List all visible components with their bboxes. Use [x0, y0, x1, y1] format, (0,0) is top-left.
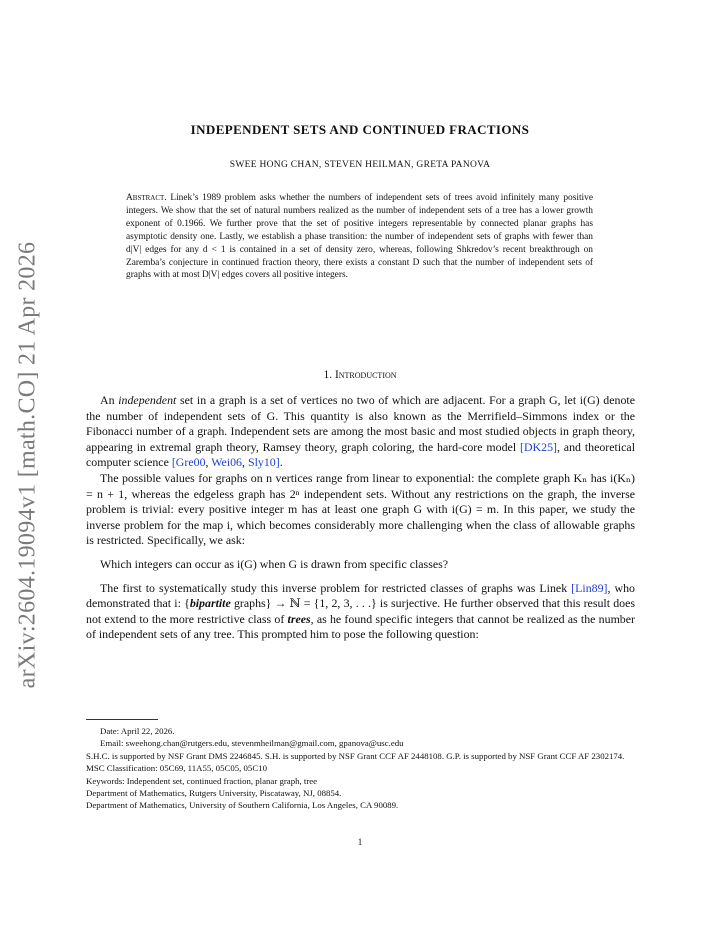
footnote-keywords: Keywords: Independent set, continued fraction, planar graph, tree [86, 775, 318, 786]
footnote-email: Email: sweehong.chan@rutgers.edu, stevenmheilman@gmail.com, gpanova@usc.edu [100, 738, 404, 749]
section-number: 1. [323, 369, 333, 381]
arxiv-stamp-text: arXiv:2604.19094v1 [math.CO] 21 Apr 2026 [14, 241, 41, 689]
citation-link[interactable]: [DK25] [519, 439, 557, 454]
text-run: , [242, 455, 248, 470]
footnote-date: Date: April 22, 2026. [100, 726, 175, 736]
body-text [86, 393, 635, 643]
text-run: graphs} → ℕ = {1, 2, 3, . . .} is surjective. He further observed that this result does not extend to the more restrictive class of [86, 596, 635, 626]
bold-emphasis: bipartite [189, 596, 231, 611]
text-run: . [279, 455, 283, 470]
footnote-dept-1: Department of Mathematics, Rutgers University, Piscataway, NJ, 08854. [86, 788, 342, 799]
research-question: Which integers can occur as i(G) when G is drawn from specific classes? [100, 556, 448, 571]
text-run: The first to systematically study this inverse problem for restricted classes of graphs was Linek [100, 580, 572, 595]
text-run: , [205, 455, 212, 470]
emphasis: independent [118, 393, 177, 407]
paragraph-1 [86, 393, 635, 471]
paper-title: INDEPENDENT SETS AND CONTINUED FRACTIONS [190, 122, 530, 137]
footnote-support: S.H.C. is supported by NSF Grant DMS 2246845. S.H. is supported by NSF Grant CCF AF 2448108. G.P. is supported by NSF Grant CCF AF 2302174. [86, 750, 625, 761]
abstract-label: Abstract. [126, 193, 167, 203]
text-run: An [100, 393, 119, 407]
abstract-text: Linek’s 1989 problem asks whether the numbers of independent sets of trees avoid infinitely many positive integers. We show that the set of natural numbers realized as the number of independent sets of a tree has a lower growth exponent of 0.1966. We further prove that the set of positive integers representable by connected planar graphs has asymptotic density one. Lastly, we establish a phase transition: the number of independent sets of graphs with fewer than d|V| edges for any d < 1 is contained in a set of density zero, whereas, following Shkredov’s recent breakthrough on Zaremba’s conjecture in continued fraction theory, there exists a constant D such that the number of independent sets of graphs with at most D|V| edges covers all positive integers. [126, 193, 594, 281]
abstract [126, 192, 593, 282]
footnote-dept-2: Department of Mathematics, University of Southern California, Los Angeles, CA 90089. [86, 800, 399, 811]
paragraph-3 [86, 581, 635, 643]
section-heading [0, 369, 720, 381]
text-run: , and theoretical computer science [86, 439, 635, 470]
paragraph-2: The possible values for graphs on n vertices range from linear to exponential: the complete graph Kₙ has i(Kₙ) = n + 1, whereas the edgeless graph has 2ⁿ independent sets. Without any restrictions on the graph, the inverse problem is trivial: every positive integer m has at least one graph G with i(G) = m. In this paper, we study the inverse problem for the map i, which becomes considerably more challenging when the class of allowable graphs is restricted. Specifically, we ask: [86, 470, 635, 548]
bold-emphasis: trees [287, 611, 311, 626]
footnote-divider [86, 719, 158, 720]
text-run: , who demonstrated that i: { [86, 580, 635, 611]
text-run: , as he found specific integers that cannot be realized as the number of independent sets of any tree. This prompted him to pose the following question: [86, 611, 635, 642]
citation-link[interactable]: Sly10] [247, 455, 280, 470]
footnote-msc: MSC Classification: 05C69, 11A55, 05C05, 05C10 [86, 763, 267, 774]
page-number: 1 [357, 837, 363, 847]
citation-link[interactable]: [Gre00 [171, 455, 206, 470]
citation-link[interactable]: Wei06 [211, 455, 243, 470]
section-title: Introduction [334, 369, 397, 381]
footnotes [86, 725, 635, 812]
citation-link[interactable]: [Lin89] [571, 580, 608, 595]
paper-authors: SWEE HONG CHAN, STEVEN HEILMAN, GRETA PANOVA [229, 160, 491, 170]
text-run: set in a graph is a set of vertices no two of which are adjacent. For a graph G, let i(G) denote the number of independent sets of G. This quantity is also known as the Merrifield–Simmons index or the Fibonacci number of a graph. Independent sets are among the most basic and most studied objects in graph theory, appearing in extremal graph theory, Ramsey theory, graph coloring, the hard-core model [86, 393, 635, 454]
arxiv-stamp [8, 230, 48, 700]
